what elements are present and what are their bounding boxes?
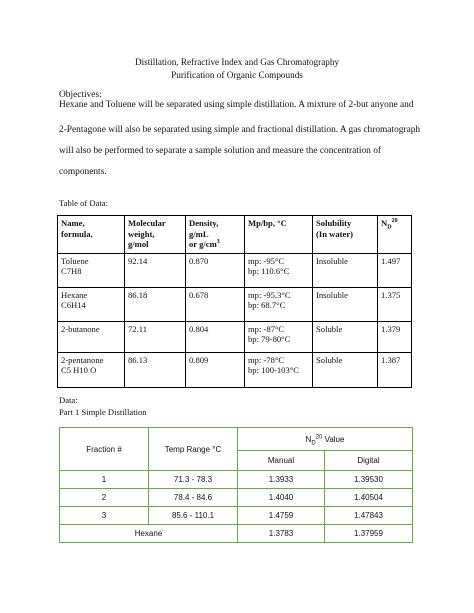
cell: Soluble: [313, 352, 378, 387]
cell: 0.809: [186, 352, 245, 387]
objectives-line: will also be performed to separate a sample solution and measure the concentration of: [59, 146, 382, 156]
cell: 1.40504: [325, 489, 413, 507]
cell: mp: -95°C bp: 110.6°C: [245, 253, 313, 287]
cell: 1.4759: [238, 507, 325, 525]
table-header-row: [58, 216, 412, 254]
cell: 85.6 - 110.1: [149, 507, 238, 525]
cell: 1.4040: [238, 489, 325, 507]
objectives-line: components.: [59, 167, 107, 177]
cell: Insoluble: [313, 253, 378, 287]
hexane-label: Hexane: [60, 525, 238, 543]
cell: 78.4 - 84.6: [149, 489, 238, 507]
header-solubility: Solubility (In water): [313, 216, 378, 254]
fraction-header-row: [60, 428, 413, 451]
cell: mp: -95.3°C bp: 68.7°C: [245, 287, 313, 321]
properties-table: [57, 215, 412, 388]
document-subtitle: Purification of Organic Compounds: [171, 70, 303, 80]
cell: 0.678: [186, 287, 245, 321]
cell: 71.3 - 78.3: [149, 471, 238, 489]
header-refractive-index: $N_D^{20}$: [378, 216, 412, 254]
table-of-data-label: Table of Data:: [59, 198, 109, 208]
header-digital: Digital: [325, 451, 413, 471]
header-temp-range: Temp Range °C: [149, 428, 238, 471]
part1-heading: Part 1 Simple Distillation: [59, 407, 147, 417]
cell: 1.37959: [325, 525, 413, 543]
cell: 0.870: [186, 253, 245, 287]
table-row: [60, 471, 413, 489]
objectives-heading: Objectives:: [59, 90, 102, 100]
cell: 1.3783: [238, 525, 325, 543]
cell: Soluble: [313, 321, 378, 352]
header-name: Name, formula,: [58, 216, 125, 254]
header-mp-bp: Mp/bp, °C: [245, 216, 313, 254]
header-fraction: Fraction #: [60, 428, 149, 471]
cell: 1.379: [378, 321, 412, 352]
cell: 0.804: [186, 321, 245, 352]
cell: 86.13: [125, 352, 186, 387]
cell: 1.497: [378, 253, 412, 287]
cell: 1.47843: [325, 507, 413, 525]
cell: 1.375: [378, 287, 412, 321]
cell: 1.3933: [238, 471, 325, 489]
cell: 1.387: [378, 352, 412, 387]
cell: mp: -87°C bp: 79-80°C: [245, 321, 313, 352]
table-row: [58, 253, 412, 287]
hexane-row: [60, 525, 413, 543]
cell: 1.39530: [325, 471, 413, 489]
header-molecular-weight: Molecular weight, g/mol: [125, 216, 186, 254]
cell: Toluene C7H8: [58, 253, 125, 287]
cell: 92.14: [125, 253, 186, 287]
cell: 2-butanone: [58, 321, 125, 352]
cell: Insoluble: [313, 287, 378, 321]
cell: 72.11: [125, 321, 186, 352]
cell: mp: -78°C bp: 100-103°C: [245, 352, 313, 387]
fraction-table: [59, 427, 413, 543]
cell: 86.18: [125, 287, 186, 321]
objectives-line: 2-Pentagone will also be separated using simple and fractional distillation. A gas chromatograph: [59, 125, 421, 135]
cell: 1: [60, 471, 149, 489]
header-manual: Manual: [238, 451, 325, 471]
cell: 2: [60, 489, 149, 507]
document-title: Distillation, Refractive Index and Gas Chromatography: [134, 57, 340, 67]
objectives-line: Hexane and Toluene will be separated using simple distillation. A mixture of 2-but anyone and: [59, 100, 414, 110]
table-row: [60, 507, 413, 525]
cell: Hexane C6H14: [58, 287, 125, 321]
table-row: [60, 489, 413, 507]
table-row: [58, 352, 412, 387]
data-heading: Data:: [59, 395, 78, 405]
header-nd-value: $N_D^{20}$ Value: [238, 428, 413, 451]
table-row: [58, 321, 412, 352]
cell: 3: [60, 507, 149, 525]
cell: 2-pentanone C5 H10 O: [58, 352, 125, 387]
table-row: [58, 287, 412, 321]
header-density: Density, g/mL or $g/cm^3$: [186, 216, 245, 254]
